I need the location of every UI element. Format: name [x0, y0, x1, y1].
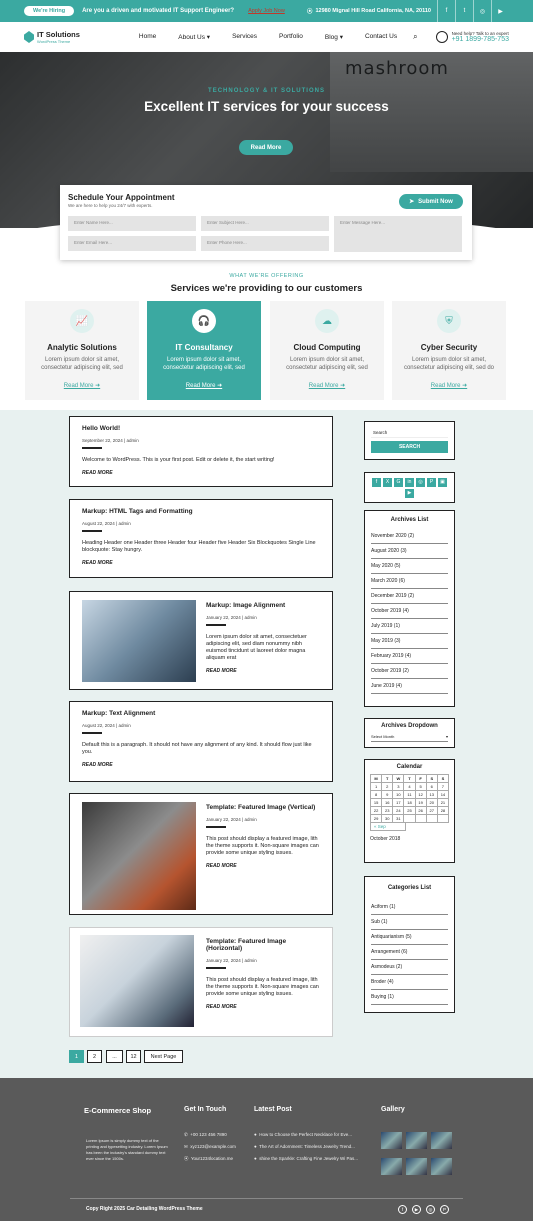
footer-about: Lorem Ipsum is simply dummy text of the printing and typesetting industry. Lorem Ipsum has been the industry's standard dummy text ever since the 1500s. — [86, 1138, 168, 1161]
hero-sign-text: mashroom — [345, 58, 449, 79]
subject-field[interactable]: Enter Subject Here... — [201, 216, 329, 231]
gallery-image[interactable] — [431, 1158, 452, 1175]
youtube-icon[interactable]: ▶ — [491, 0, 509, 22]
hero-read-more-button[interactable]: Read More — [239, 140, 293, 155]
logo[interactable] — [24, 30, 80, 44]
gallery-image[interactable] — [406, 1132, 427, 1149]
archive-item[interactable]: February 2019 (4) — [371, 649, 448, 664]
archive-item[interactable]: May 2020 (5) — [371, 559, 448, 574]
logo-title: IT Solutions — [37, 30, 80, 39]
calendar-day: 29 — [371, 815, 382, 823]
search-widget — [364, 421, 455, 460]
card-desc: Lorem ipsum dolor sit amet, consectetur adipiscing elit, sed — [41, 357, 123, 371]
location-pin-icon: ⦿ — [184, 1156, 189, 1161]
calendar-day: 3 — [393, 783, 404, 791]
calendar-widget — [364, 759, 455, 863]
offering-title: Services we're providing to our customers — [170, 283, 363, 294]
post-meta: August 22, 2024 | admin — [82, 723, 131, 728]
card-desc: Lorem ipsum dolor sit amet, consectetur adipiscing elit, sed — [286, 357, 368, 371]
categories-title: Categories List — [387, 885, 432, 891]
footer-location[interactable]: ⦿ Your1234location.me — [184, 1156, 234, 1161]
archive-item[interactable]: October 2019 (2) — [371, 664, 448, 679]
post-image[interactable] — [82, 600, 196, 682]
headset-icon: 🎧 — [192, 309, 216, 333]
name-field[interactable]: Enter Name Here... — [68, 216, 196, 231]
gallery-image[interactable] — [406, 1158, 427, 1175]
blog-post — [69, 416, 333, 487]
calendar-weekday: W — [393, 775, 404, 783]
post-divider — [82, 447, 102, 449]
post-title[interactable]: Markup: Text Alignment — [82, 710, 156, 717]
page-12[interactable]: 12 — [126, 1050, 141, 1063]
offering-label: WHAT WE'RE OFFERING — [229, 273, 304, 279]
calendar-weekday: S — [438, 775, 449, 783]
location-pin-icon: ⦿ — [306, 9, 313, 15]
categories-widget — [364, 876, 455, 1013]
calendar-day: 31 — [393, 815, 404, 823]
gallery-image[interactable] — [381, 1132, 402, 1149]
post-text — [206, 938, 320, 1010]
post-title[interactable]: Hello World! — [82, 425, 121, 432]
post-image[interactable] — [80, 935, 194, 1027]
card-read-more[interactable]: Read More ➜ — [63, 383, 101, 389]
card-read-more[interactable]: Read More ➜ — [430, 383, 468, 389]
archives-widget — [364, 510, 455, 707]
calendar-day: 7 — [438, 783, 449, 791]
copyright: Copy Right 2025 Car Detailing WordPress Theme — [86, 1206, 203, 1212]
service-card-analytic[interactable] — [25, 301, 139, 400]
calendar-weekday: T — [382, 775, 393, 783]
archive-item[interactable]: June 2019 (4) — [371, 679, 448, 694]
send-icon: ➤ — [409, 199, 415, 205]
calendar-day: 9 — [382, 791, 393, 799]
post-divider — [206, 624, 226, 626]
card-desc: Lorem ipsum dolor sit amet, consectetur adipiscing elit, sed — [163, 357, 245, 371]
category-item[interactable]: Asmodeus (2) — [371, 960, 448, 975]
address-text: 12980 Mignal Hill Road California, NA, 20110 — [315, 8, 431, 14]
post-text — [206, 602, 320, 674]
facebook-icon[interactable]: f — [398, 1205, 407, 1214]
calendar-month: October 2018 — [370, 836, 401, 842]
calendar-title: Calendar — [396, 764, 423, 770]
facebook-icon[interactable]: f — [372, 478, 381, 487]
linkedin-icon[interactable]: in — [405, 478, 414, 487]
gallery-title: Gallery — [381, 1106, 405, 1113]
archives-title: Archives List — [390, 517, 429, 523]
pinterest-icon[interactable]: P — [440, 1205, 449, 1214]
category-item[interactable]: Arrangement (6) — [371, 945, 448, 960]
page-1[interactable]: 1 — [69, 1050, 84, 1063]
calendar-day: 19 — [416, 799, 427, 807]
archive-item[interactable]: November 2020 (2) — [371, 529, 448, 544]
calendar-weekday: S — [427, 775, 438, 783]
calendar-day: 11 — [404, 791, 415, 799]
archives-dropdown-widget — [364, 718, 455, 748]
read-more-link[interactable]: READ MORE — [82, 762, 113, 768]
chart-icon: 📈 — [70, 309, 94, 333]
read-more-link[interactable]: READ MORE — [206, 1004, 237, 1010]
search-icon[interactable]: ⌕ — [413, 32, 418, 41]
footer-socials — [398, 1205, 449, 1214]
calendar-day: 12 — [416, 791, 427, 799]
calendar-day — [427, 815, 438, 823]
blog-post — [69, 793, 333, 915]
footer-brand: E-Commerce Shop — [84, 1106, 152, 1115]
instagram-icon[interactable]: ◎ — [426, 1205, 435, 1214]
schedule-form — [60, 185, 472, 260]
card-read-more[interactable]: Read More ➜ — [308, 383, 346, 389]
footer-divider — [70, 1198, 463, 1199]
post-divider — [82, 530, 102, 532]
youtube-icon[interactable]: ▶ — [405, 489, 414, 498]
nav-menu — [128, 33, 408, 41]
blog-post — [69, 499, 333, 578]
blog-post — [69, 927, 333, 1037]
calendar-day: 30 — [382, 815, 393, 823]
calendar-day: 2 — [382, 783, 393, 791]
camera-icon[interactable]: ▣ — [438, 478, 447, 487]
submit-button[interactable] — [399, 194, 463, 209]
post-image[interactable] — [82, 802, 196, 910]
service-card-cloud[interactable] — [270, 301, 384, 400]
category-item[interactable]: Sub (1) — [371, 915, 448, 930]
calendar-day: 26 — [416, 807, 427, 815]
calendar-day: 15 — [371, 799, 382, 807]
archive-item[interactable]: December 2019 (2) — [371, 589, 448, 604]
calendar-day: 20 — [427, 799, 438, 807]
calendar-day: 10 — [393, 791, 404, 799]
address — [307, 7, 431, 15]
service-card-security[interactable] — [392, 301, 506, 400]
sidebar-search-button[interactable]: SEARCH — [371, 441, 448, 453]
nav-item-blog[interactable]: Blog ▾ — [324, 34, 343, 41]
phone-field[interactable]: Enter Phone Here... — [201, 236, 329, 251]
post-excerpt: Welcome to WordPress. This is your first post. Edit or delete it, the start writing! — [82, 457, 275, 463]
whatsapp-icon[interactable]: ◎ — [473, 0, 491, 22]
post-divider — [82, 732, 102, 734]
calendar-day: 1 — [371, 783, 382, 791]
hiring-question: Are you a driven and motivated IT Support Engineer? — [82, 8, 235, 14]
touch-title: Get In Touch — [184, 1106, 227, 1113]
month-select[interactable] — [371, 734, 448, 742]
hiring-badge[interactable]: We're Hiring — [24, 6, 74, 16]
post-title[interactable]: Template: Featured Image (Horizontal) — [206, 938, 287, 952]
instagram-icon[interactable]: ◎ — [416, 478, 425, 487]
category-item[interactable]: Buying (1) — [371, 990, 448, 1005]
calendar-day: 17 — [393, 799, 404, 807]
calendar-day: 13 — [427, 791, 438, 799]
chevron-down-icon: ▾ — [445, 734, 448, 739]
card-read-more[interactable]: Read More ➜ — [185, 383, 223, 389]
top-bar — [0, 0, 533, 22]
archive-item[interactable]: May 2019 (3) — [371, 634, 448, 649]
archives-list — [365, 529, 454, 694]
gallery-image[interactable] — [431, 1132, 452, 1149]
phone-icon: ✆ — [184, 1132, 188, 1137]
expert-contact[interactable] — [436, 31, 509, 43]
next-page-button[interactable]: Next Page — [144, 1050, 183, 1063]
calendar-day: 27 — [427, 807, 438, 815]
calendar-day: 8 — [371, 791, 382, 799]
read-more-link[interactable]: READ MORE — [82, 560, 113, 566]
top-socials — [437, 0, 509, 22]
calendar-day: 21 — [438, 799, 449, 807]
page-2[interactable]: 2 — [87, 1050, 102, 1063]
calendar-day: 16 — [382, 799, 393, 807]
category-item[interactable]: Broder (4) — [371, 975, 448, 990]
calendar-day: 18 — [404, 799, 415, 807]
apply-job-link[interactable]: Apply Job Now — [248, 8, 285, 14]
calendar-grid — [370, 774, 449, 823]
email-field[interactable]: Enter Email Here... — [68, 236, 196, 251]
read-more-link[interactable]: READ MORE — [206, 668, 237, 674]
post-text — [206, 804, 320, 869]
page-ellipsis: ... — [106, 1050, 123, 1063]
nav-item-about[interactable]: About Us ▾ — [178, 34, 211, 41]
post-meta: August 22, 2024 | admin — [82, 521, 131, 526]
nav-item-home[interactable]: Home — [138, 33, 157, 40]
calendar-day: 24 — [393, 807, 404, 815]
calendar-day — [404, 815, 415, 823]
service-card-consultancy[interactable] — [147, 301, 261, 400]
calendar-day: 25 — [404, 807, 415, 815]
category-item[interactable]: Aciform (1) — [371, 900, 448, 915]
calendar-day: 5 — [416, 783, 427, 791]
card-title: Cloud Computing — [293, 343, 361, 352]
post-meta: January 22, 2024 | admin — [206, 817, 257, 822]
footer-phone[interactable]: ✆ +00 123 456 7890 — [184, 1132, 227, 1137]
facebook-icon[interactable]: f — [437, 0, 455, 22]
cloud-icon: ☁ — [315, 309, 339, 333]
footer-email[interactable]: ✉ xyz123@example.com — [184, 1144, 236, 1149]
post-excerpt: Heading Header one Header three Header four Header five Header Six Blockquotes Single Line blockquote: Stay hungry. — [82, 540, 316, 553]
hero-subtitle: TECHNOLOGY & IT SOLUTIONS — [208, 88, 325, 94]
card-title: Analytic Solutions — [47, 343, 117, 352]
schedule-subtitle: We are here to help you 24/7 with experts. — [68, 203, 153, 208]
latest-post[interactable]: ● The Art of Adornment: Timeless Jewelry Trend... — [254, 1144, 355, 1149]
calendar-weekday: F — [416, 775, 427, 783]
card-title: Cyber Security — [420, 343, 478, 352]
logo-mark-icon — [24, 31, 34, 43]
social-widget — [364, 472, 455, 503]
post-meta: January 22, 2024 | admin — [206, 615, 257, 620]
calendar-day: 22 — [371, 807, 382, 815]
x-icon[interactable]: X — [383, 478, 392, 487]
main-nav — [0, 22, 533, 52]
google-icon[interactable]: G — [394, 478, 403, 487]
schedule-title: Schedule Your Appointment — [68, 193, 175, 202]
post-divider — [206, 826, 226, 828]
archive-item[interactable]: August 2020 (3) — [371, 544, 448, 559]
calendar-day: 28 — [438, 807, 449, 815]
latest-post[interactable]: ● shine the Sparkle: Crafting Fine Jewelry Wi Pas... — [254, 1156, 359, 1161]
calendar-prev-link[interactable]: « Sep — [370, 823, 406, 831]
twitter-icon[interactable]: t — [455, 0, 473, 22]
post-title[interactable]: Markup: HTML Tags and Formatting — [82, 508, 193, 515]
dropdown-title: Archives Dropdown — [381, 723, 438, 729]
read-more-link[interactable]: READ MORE — [206, 863, 237, 869]
categories-list — [365, 900, 454, 1005]
message-field[interactable]: Enter Message Here... — [334, 216, 462, 252]
mail-icon: ✉ — [184, 1144, 188, 1149]
expert-label: Need help? Talk to an expert — [451, 31, 509, 36]
archive-item[interactable]: July 2019 (1) — [371, 619, 448, 634]
post-excerpt: This post should display a featured image, lith the theme supports it. Non-square images can provide some unique styling issues. — [206, 836, 319, 856]
latest-post[interactable]: ● How to Choose the Perfect Necklace for Eve... — [254, 1132, 353, 1137]
nav-item-services[interactable]: Services — [232, 33, 258, 40]
post-title[interactable]: Template: Featured Image (Vertical) — [206, 804, 316, 811]
pinterest-icon[interactable]: P — [427, 478, 436, 487]
youtube-icon[interactable]: ▶ — [412, 1205, 421, 1214]
post-meta: September 22, 2024 | admin — [82, 438, 139, 443]
category-item[interactable]: Antiquarianism (5) — [371, 930, 448, 945]
nav-item-contact[interactable]: Contact Us — [364, 33, 398, 40]
calendar-weekday: M — [371, 775, 382, 783]
logo-subtitle: WordPress Theme — [37, 39, 71, 44]
gallery-image[interactable] — [381, 1158, 402, 1175]
calendar-day: 4 — [404, 783, 415, 791]
submit-label: Submit Now — [418, 198, 453, 205]
archive-item[interactable]: March 2020 (6) — [371, 574, 448, 589]
card-desc: Lorem ipsum dolor sit amet, consectetur adipiscing elit, sed do — [403, 357, 495, 371]
calendar-day: 14 — [438, 791, 449, 799]
post-divider — [206, 967, 226, 969]
sidebar-search-input[interactable]: Search — [371, 428, 448, 438]
post-excerpt: Lorem ipsum dolor sit amet, consectetuer adipiscing elit, sed diam nonummy nibh euismod tincidunt ut laoreet dolor magna aliquam erat — [206, 634, 307, 661]
calendar-weekday: T — [404, 775, 415, 783]
read-more-link[interactable]: READ MORE — [82, 470, 113, 476]
blog-post — [69, 701, 333, 782]
post-excerpt: This post should display a featured image, lith the theme supports it. Non-square images can provide some unique styling issues. — [206, 977, 319, 997]
post-excerpt: Default this is a paragraph. It should not have any alignment of any kind. It should flow just like you. — [82, 742, 312, 755]
archive-item[interactable]: October 2019 (4) — [371, 604, 448, 619]
hero-title: Excellent IT services for your success — [144, 99, 389, 114]
blog-post — [69, 591, 333, 690]
calendar-day — [416, 815, 427, 823]
shield-icon: ⛨ — [437, 309, 461, 333]
headset-icon — [436, 31, 448, 43]
expert-phone: +91 1899-785-753 — [451, 36, 509, 43]
month-select-value: Select Month — [371, 734, 395, 739]
calendar-day: 6 — [427, 783, 438, 791]
card-title: IT Consultancy — [175, 343, 233, 352]
nav-item-portfolio[interactable]: Portfolio — [279, 33, 303, 40]
calendar-day: 23 — [382, 807, 393, 815]
post-title[interactable]: Markup: Image Alignment — [206, 602, 286, 609]
footer — [0, 1078, 533, 1221]
post-meta: January 22, 2024 | admin — [206, 958, 257, 963]
latest-title: Latest Post — [254, 1106, 292, 1113]
calendar-day — [438, 815, 449, 823]
